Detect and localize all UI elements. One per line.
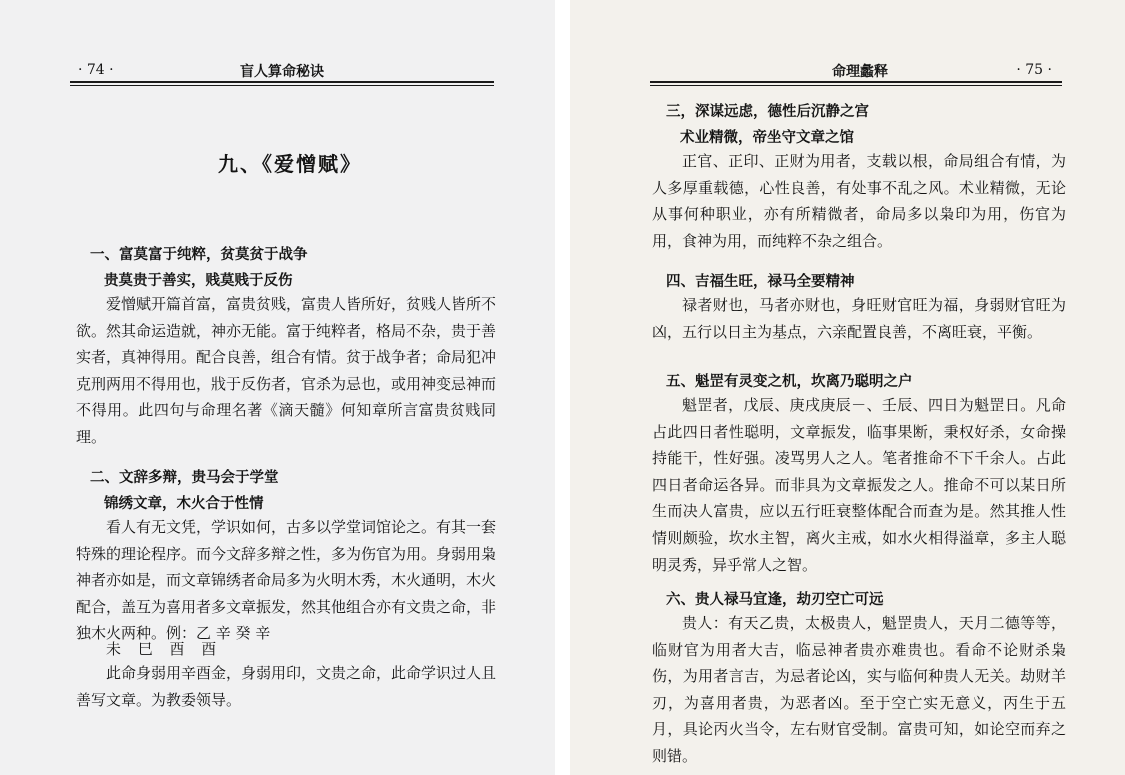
section-subheading: 贵莫贵于善实，贱莫贱于反伤	[104, 272, 293, 289]
header-rule-thin	[650, 85, 1062, 86]
left-page-number: · 74 ·	[78, 62, 114, 78]
section-body: 贵人：有天乙贵，太极贵人，魁罡贵人，天月二德等等，临财官为用者大吉，临忌神者贵亦难贵也。看命不论财杀枭伤，为用者言吉，为忌者论凶，实与临何种贵人无关。劫财羊刃，为喜用者贵，为恶者凶。至于空亡实无意义，丙生于五月，具论丙火当令，左右财官受制。富贵可知，如论空而弃之则错。	[652, 614, 1066, 765]
book-gutter	[555, 0, 570, 775]
right-page	[570, 0, 1125, 775]
section-body: 魁罡者，戊辰、庚戌庚辰－、壬辰、四日为魁罡日。凡命占此四日者性聪明，文章振发，临事果断，秉权好杀，女命操持能干，性好强。凌骂男人之人。笔者推命不下千余人。占此四日者命运各异。而非具为文章振发之人。推命不可以某日所生而决人富贵，应以五行旺衰整体配合而查为是。然其推人性情则颇验，坎水主智，离火主戒，如水火相得溢章，多主人聪明灵秀，异乎常人之智。	[652, 396, 1066, 574]
section-4	[652, 270, 1066, 350]
right-page-header	[650, 58, 1062, 82]
left-page-header	[70, 58, 494, 82]
section-5	[652, 370, 1066, 574]
chapter-title: 九、《爱憎赋》	[218, 152, 362, 176]
section-body: 禄者财也，马者亦财也，身旺财官旺为福，身弱财官旺为凶，五行以日主为基点，六亲配置良善，不离旺衰，平衡。	[652, 296, 1066, 341]
section-heading: 三，深谋远虑，德性后沉静之宫	[666, 103, 869, 120]
section-heading: 二、文辞多辩，贵马会于学堂	[90, 469, 279, 486]
section-heading: 四、吉福生旺，禄马全要精神	[666, 273, 855, 290]
bazi-chart-line: 未 巳 酉 酉	[106, 640, 218, 658]
section-heading: 六、贵人禄马宜逢，劫刃空亡可远	[666, 591, 884, 608]
right-running-title: 命理蠡释	[832, 64, 888, 80]
section-heading: 五、魁罡有灵变之机，坎离乃聪明之户	[666, 373, 913, 390]
section-subheading: 术业精微，帝坐守文章之馆	[680, 129, 854, 146]
header-rule-thin	[70, 85, 494, 86]
section-body: 看人有无文凭，学识如何，古多以学堂词馆论之。有其一套特殊的理论程序。而今文辞多辩之性，多为伤官为用。身弱用枭神者亦如是，而文章锦绣者命局多为火明木秀，木火通明，木火配合，盖互为喜用者多文章振发，然其他组合亦有文贵之命，非独木火两种。例：乙 辛 癸 辛	[76, 518, 497, 643]
right-page-number: · 75 ·	[1016, 62, 1052, 78]
section-3	[652, 100, 1066, 250]
section-subheading: 锦绣文章，木火合于性情	[104, 495, 264, 512]
left-page	[0, 0, 555, 775]
section-1	[76, 243, 496, 463]
section-2	[76, 466, 496, 726]
section-body-continued: 此命身弱用辛酉金，身弱用印，文贵之命，此命学识过人且善写文章。为教委领导。	[76, 664, 497, 709]
section-6	[652, 588, 1066, 765]
left-running-title: 盲人算命秘诀	[240, 64, 324, 80]
header-rule-thick	[650, 81, 1062, 83]
section-body: 正官、正印、正财为用者，支载以根，命局组合有情，为人多厚重载德，心性良善，有处事不乱之风。术业精微，无论从事何种职业，亦有所精微者，命局多以枭印为用，伤官为用，食神为用，而纯粹不杂之组合。	[652, 152, 1066, 250]
section-body: 爱憎赋开篇首富，富贵贫贱，富贵人皆所好，贫贱人皆所不欲。然其命运造就，神亦无能。富于纯粹者，格局不杂，贵于善实者，真神得用。配合良善，组合有情。贫于战争者；命局犯冲克刑两用不得用也，戕于反伤者，官杀为忌也，或用神变忌神而不得用。此四句与命理名著《滴天髓》何知章所言富贵贫贱同理。	[76, 295, 497, 446]
section-heading: 一、富莫富于纯粹，贫莫贫于战争	[90, 246, 308, 263]
header-rule-thick	[70, 81, 494, 83]
